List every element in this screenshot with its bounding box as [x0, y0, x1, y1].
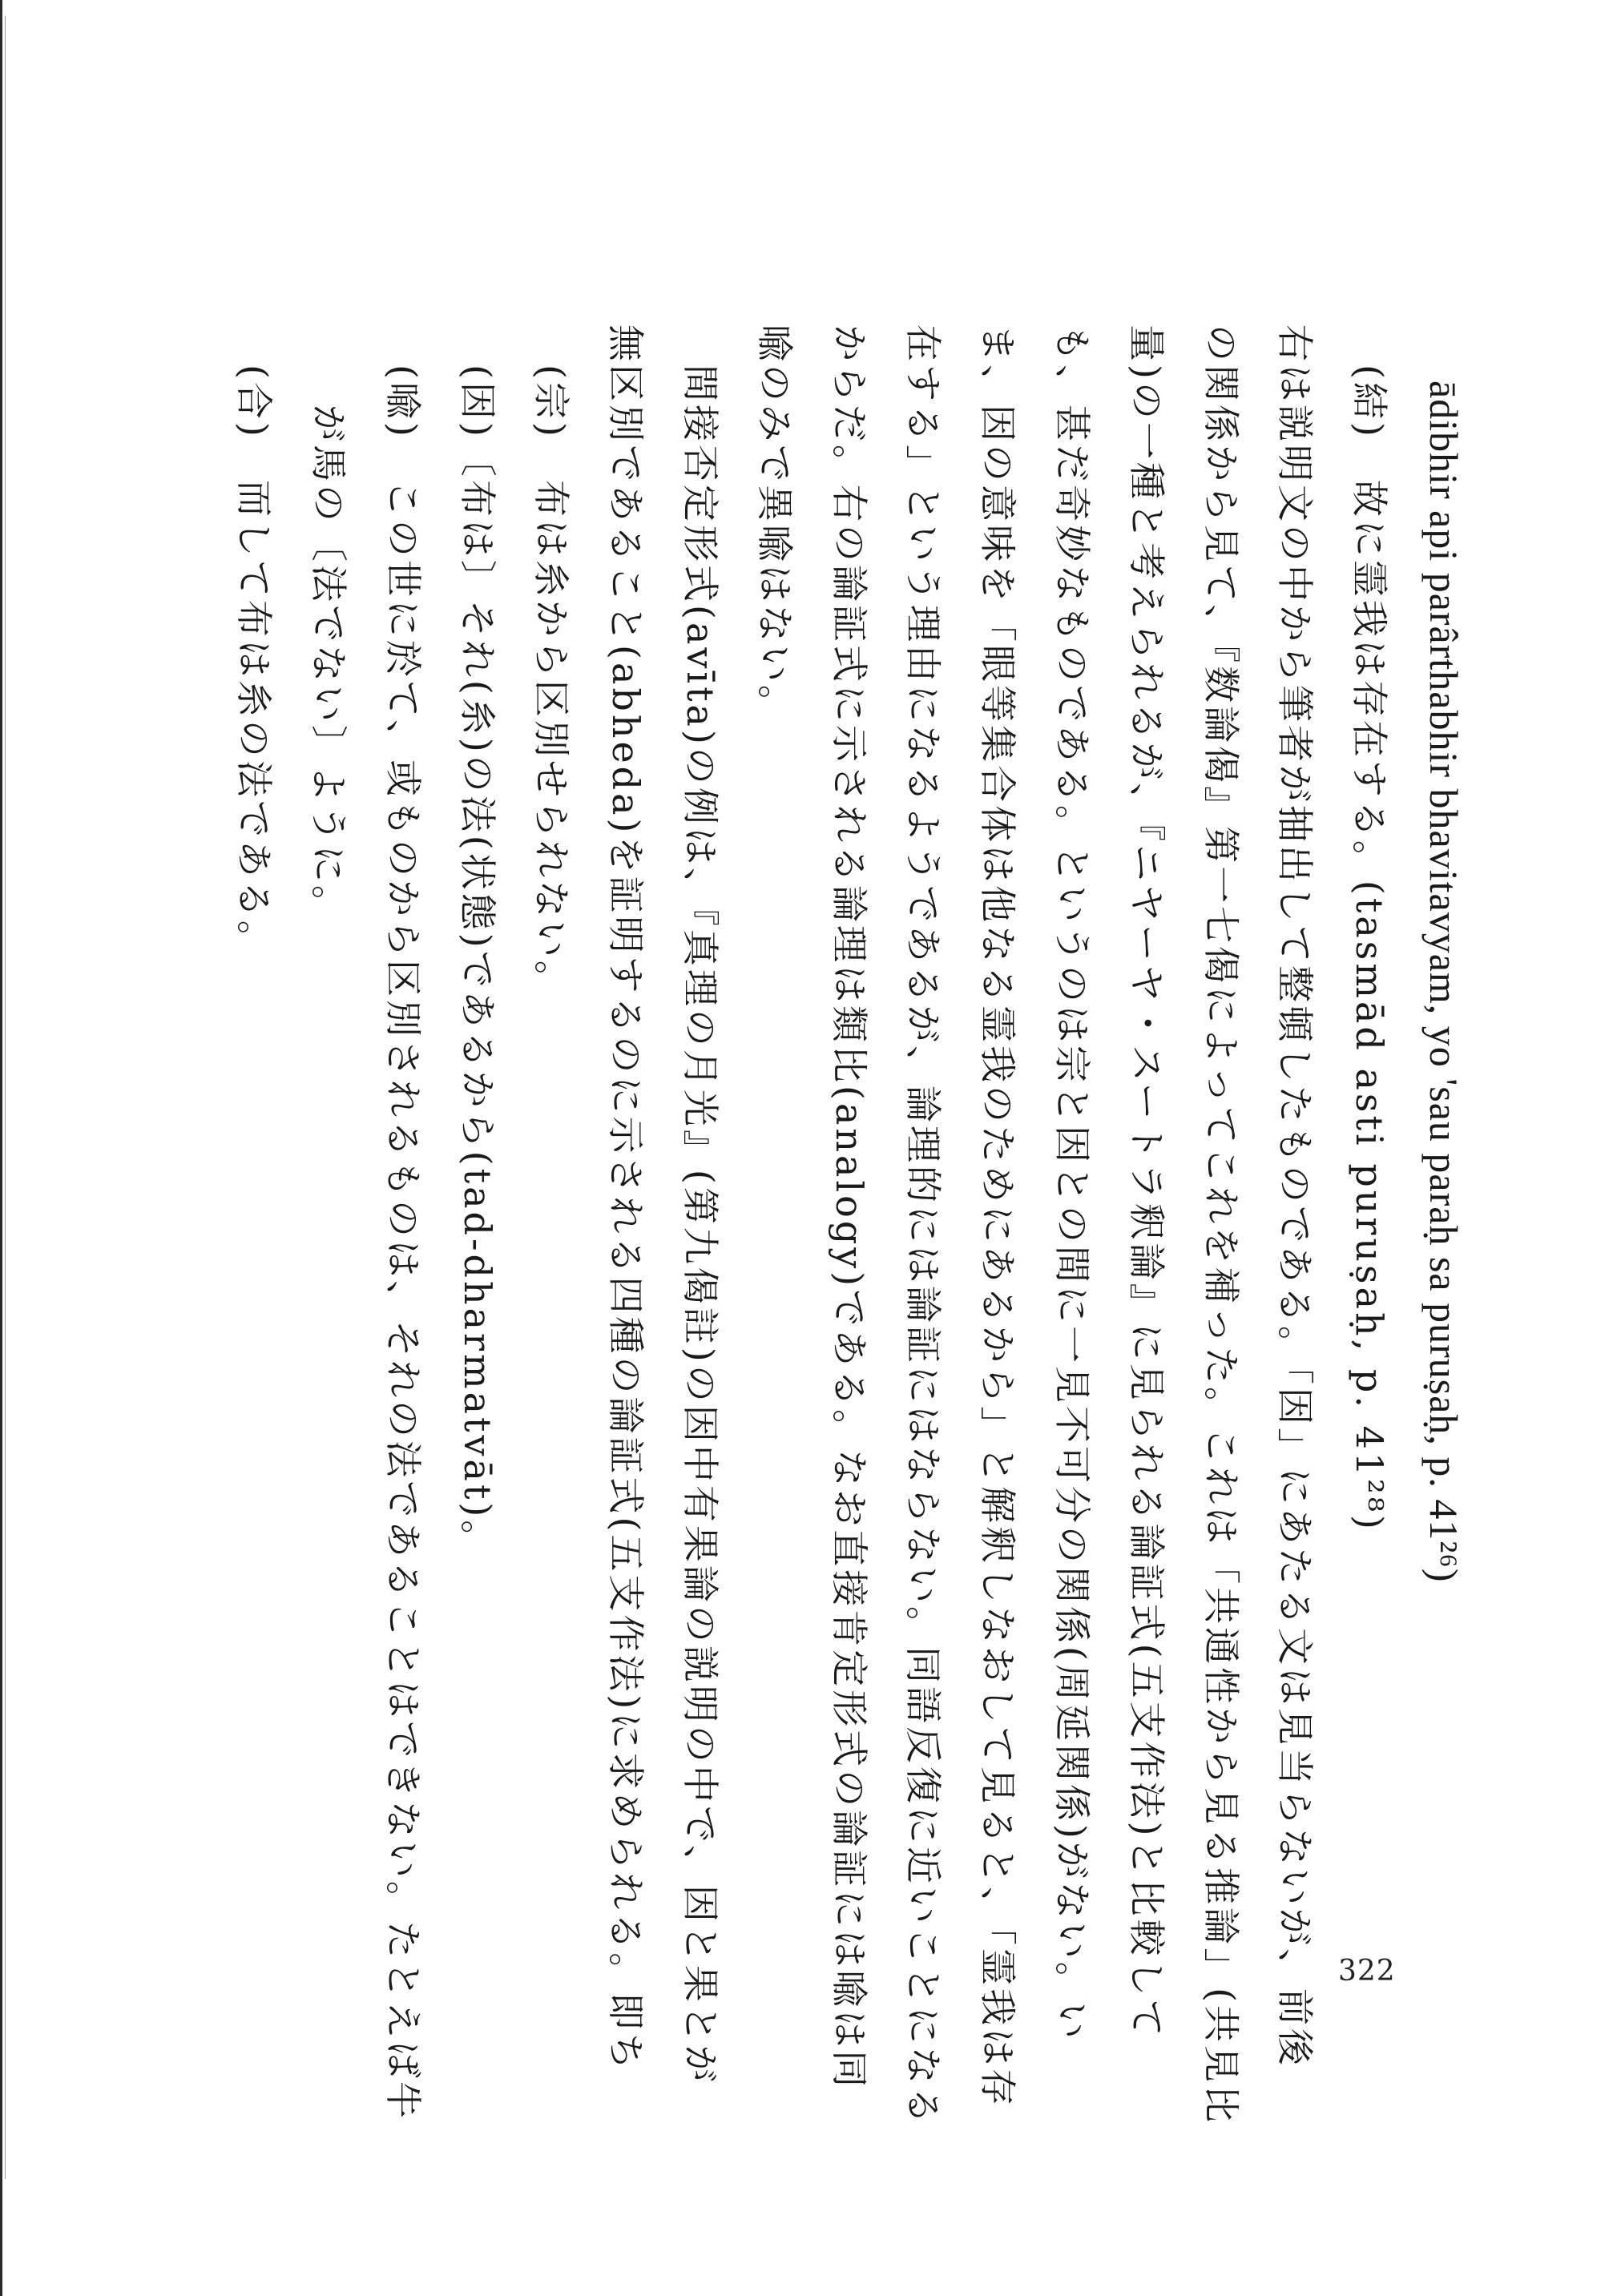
text-line: (宗) 布は糸から区別せられない。	[530, 365, 573, 1001]
text-line: ま、因の意味を「眼等集合体は他なる霊我のためにあるから」と解釈しなおして見ると、「霊我は存	[976, 324, 1019, 2109]
text-line: 無区別であること(abheda)を証明するのに示される四種の論証式(五支作法)に求められる。即ち	[604, 324, 647, 2073]
text-line: も、甚だ奇妙なものである。というのは宗と因との間に一見不可分の関係(周延関係)がない。い	[1050, 324, 1094, 2042]
text-line: 在する」という理由になるようであるが、論理的には論証にはならない。同語反復に近いことになる	[901, 324, 945, 2127]
page-number: 322	[1338, 1955, 1396, 1988]
scan-edge-shadow	[5, 16, 6, 2179]
text-line: (因)〔布は〕それ(糸)の法(状態)であるから(tad-dharmatvāt)。	[456, 365, 499, 1561]
text-line: からだ。右の論証式に示される論理は類比(analogy)である。なお直接肯定形式の論証には喩は同	[828, 324, 871, 2091]
text-line: 量)の一種と考えられるが、『ニヤーヤ・スートラ釈論』に見られる論証式(五支作法)と比較して	[1125, 324, 1168, 2040]
text-line: (合) 而して布は糸の法である。	[232, 365, 276, 961]
text-line: 右は説明文の中から筆者が抽出して整頓したものである。「因」にあたる文は見当らないが、前後	[1273, 324, 1317, 2068]
text-line: 喩のみで異喩はない。	[753, 324, 796, 725]
text-line: ādibhir api parârthabhir bhavitavyam, yo 'sau paraḥ sa puruṣaḥ, p. 41²⁶)	[1421, 381, 1466, 1583]
text-line: (結) 故に霊我は存在する。(tasmād asti puruṣaḥ, p. 41²⁸)	[1348, 365, 1391, 1533]
text-line: が馬の〔法でない〕ように。	[307, 405, 350, 925]
text-line: (喩) この世に於て、或ものから区別されるものは、それの法であることはできない。たとえば牛	[381, 365, 425, 2121]
text-line: 間接否定形式(avīta)の例は、『真理の月光』(第九偈註)の因中有果論の説明の中で、因と果とが	[679, 365, 722, 2085]
text-line: の関係から見て、『数論偈』第一七偈によってこれを補った。これは「共通性から見る推論」(共見比	[1200, 324, 1243, 2126]
scan-edge	[0, 0, 2, 2296]
